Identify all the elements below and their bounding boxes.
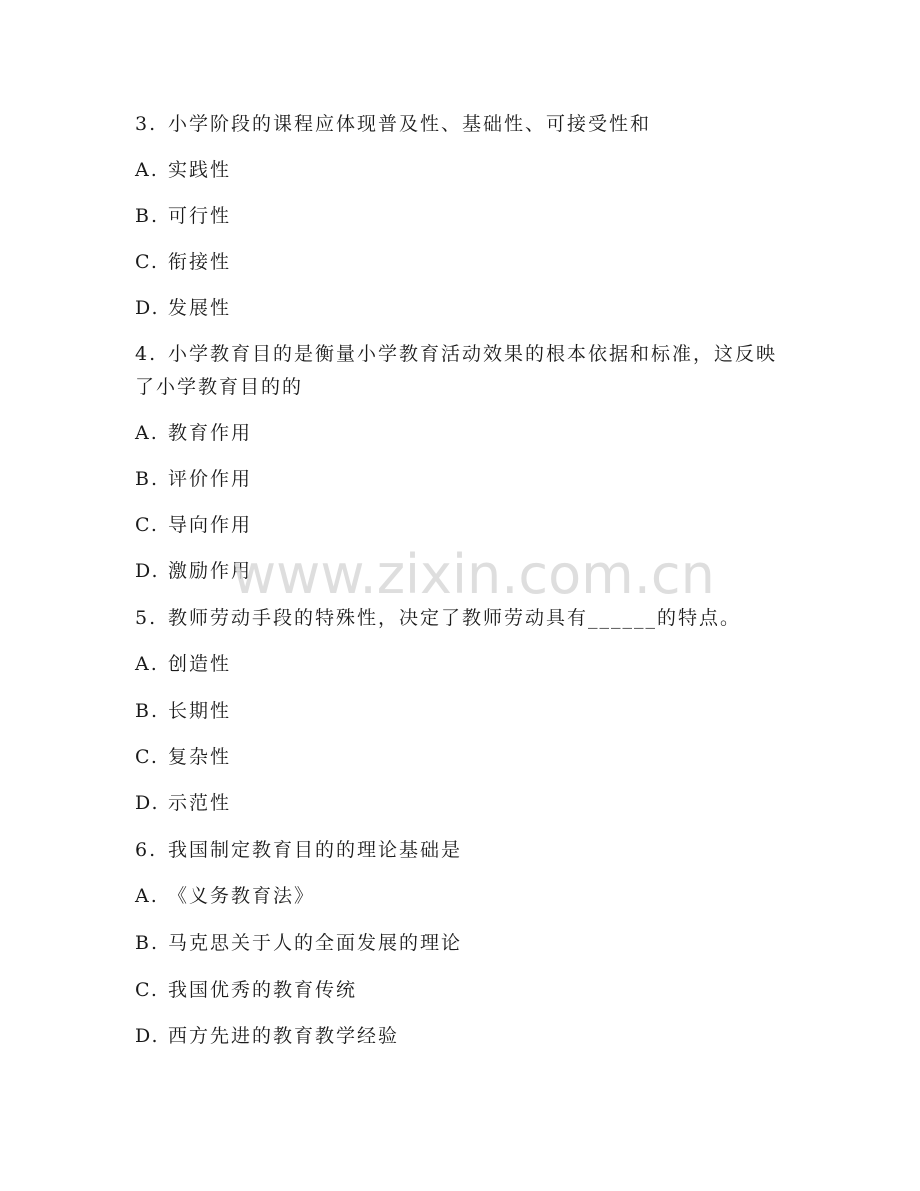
option-letter: A.: [135, 885, 159, 907]
question-number: 5.: [135, 607, 158, 629]
option-letter: D.: [135, 297, 160, 319]
question-4-option-c: [135, 513, 252, 537]
option-letter: C.: [135, 514, 159, 536]
question-number: 4.: [135, 343, 158, 365]
option-letter: B.: [135, 932, 160, 954]
option-letter: A.: [135, 422, 159, 444]
question-4-option-a: [135, 421, 252, 445]
option-text: 衔接性: [168, 251, 232, 273]
question-5-option-c: [135, 745, 231, 769]
question-5-option-b: [135, 699, 231, 723]
option-text: 创造性: [168, 653, 232, 675]
option-text: 马克思关于人的全面发展的理论: [168, 932, 463, 954]
option-letter: D.: [135, 792, 160, 814]
question-number: 3.: [135, 113, 158, 135]
option-letter: D.: [135, 1025, 160, 1047]
question-5-stem: [135, 606, 741, 630]
question-4-option-b: [135, 467, 252, 491]
question-6-stem: [135, 838, 462, 862]
option-letter: B.: [135, 700, 160, 722]
option-letter: C.: [135, 979, 159, 1001]
question-text: 小学教育目的是衡量小学教育活动效果的根本依据和标准，这反映: [168, 343, 778, 365]
option-text: 激励作用: [168, 560, 253, 582]
option-text: 可行性: [168, 205, 232, 227]
question-3-option-b: [135, 204, 231, 228]
question-3-option-a: [135, 158, 231, 182]
option-letter: A.: [135, 159, 159, 181]
option-letter: B.: [135, 468, 160, 490]
question-4-stem-continued: 了小学教育目的的: [135, 376, 304, 398]
option-text: 我国优秀的教育传统: [168, 979, 358, 1001]
option-text: 西方先进的教育教学经验: [168, 1025, 400, 1047]
question-4-stem: [135, 342, 777, 366]
option-letter: A.: [135, 653, 159, 675]
question-3-stem: [135, 112, 651, 136]
question-4-option-d: [135, 559, 252, 583]
watermark-text: www.zixin.com.cn: [232, 543, 715, 606]
question-5-option-d: [135, 791, 231, 815]
option-text: 长期性: [168, 700, 232, 722]
option-letter: B.: [135, 205, 160, 227]
option-text: 发展性: [168, 297, 232, 319]
question-6-option-d: [135, 1024, 399, 1048]
question-6-option-b: [135, 931, 462, 955]
question-text: 我国制定教育目的的理论基础是: [168, 839, 463, 861]
question-3-option-d: [135, 296, 231, 320]
question-3-option-c: [135, 250, 231, 274]
option-text: 示范性: [168, 792, 232, 814]
option-text: 复杂性: [168, 746, 232, 768]
question-number: 6.: [135, 839, 158, 861]
question-6-option-c: [135, 978, 357, 1002]
option-text: 《义务教育法》: [168, 885, 316, 907]
question-text: 小学阶段的课程应体现普及性、基础性、可接受性和: [168, 113, 652, 135]
option-text: 教育作用: [168, 422, 253, 444]
question-text: 教师劳动手段的特殊性，决定了教师劳动具有______的特点。: [168, 607, 742, 629]
option-letter: C.: [135, 251, 159, 273]
option-text: 评价作用: [168, 468, 253, 490]
option-letter: D.: [135, 560, 160, 582]
option-text: 导向作用: [168, 514, 253, 536]
option-letter: C.: [135, 746, 159, 768]
option-text: 实践性: [168, 159, 232, 181]
question-6-option-a: [135, 884, 315, 908]
question-5-option-a: [135, 652, 231, 676]
